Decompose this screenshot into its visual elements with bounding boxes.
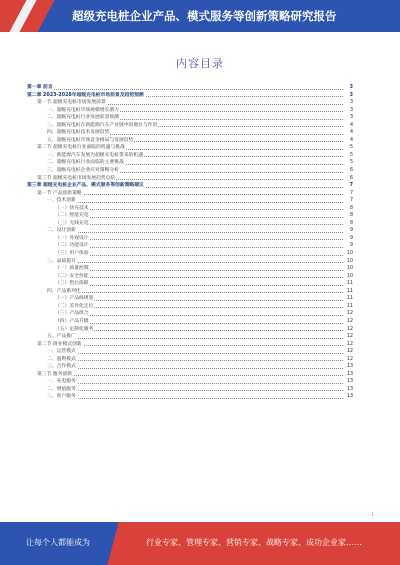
toc-entry-row[interactable] — [27, 341, 353, 349]
toc-entry-title: 二、增值服务 — [47, 386, 76, 392]
toc-entry-row[interactable] — [27, 393, 353, 401]
toc-entry-page: 13 — [346, 364, 353, 370]
toc-entry-row[interactable] — [27, 197, 353, 205]
toc-entry-page: 12 — [346, 349, 353, 355]
toc-entry-page: 7 — [349, 190, 353, 196]
toc-entry-row[interactable] — [27, 137, 353, 145]
toc-dot-leader — [47, 398, 343, 399]
toc-entry-page: 3 — [349, 107, 353, 113]
toc-entry-page: 4 — [349, 122, 353, 128]
toc-entry-row[interactable] — [27, 227, 353, 235]
toc-entry-page: 5 — [349, 145, 353, 151]
toc-entry-page: 5 — [349, 160, 353, 166]
toc-entry-title: （二）差异化定位 — [55, 303, 94, 309]
toc-entry-page: 13 — [346, 371, 353, 377]
toc-entry-row[interactable] — [27, 159, 353, 167]
toc-entry-row[interactable] — [27, 107, 353, 115]
toc-dot-leader — [47, 232, 343, 233]
toc-entry-row[interactable] — [27, 318, 353, 326]
footer-slogan-right: 行业专家、管理专家、营销专家、战略专家、成功企业家…… — [146, 538, 362, 547]
toc-entry-page: 12 — [346, 318, 353, 324]
toc-entry-page: 11 — [346, 288, 353, 294]
toc-entry-page: 10 — [346, 266, 353, 272]
toc-dot-leader — [47, 353, 343, 354]
toc-dot-leader — [55, 239, 343, 240]
footer-banner — [0, 522, 400, 565]
toc-entry-row[interactable] — [27, 175, 353, 183]
toc-entry-row[interactable] — [27, 114, 353, 122]
toc-entry-page: 8 — [349, 205, 353, 211]
toc-entry-row[interactable] — [27, 378, 353, 386]
toc-entry-title: （五）定制化服务 — [55, 326, 94, 332]
toc-dot-leader — [55, 247, 343, 248]
toc-entry-page: 7 — [349, 198, 353, 204]
toc-dot-leader — [55, 270, 343, 271]
toc-entry-row[interactable] — [27, 152, 353, 160]
toc-entry-title: 四、产品系列化 — [47, 288, 81, 294]
toc-entry-page: 5 — [349, 152, 353, 158]
toc-dot-leader — [55, 285, 343, 286]
toc-dot-leader — [47, 292, 343, 293]
toc-dot-leader — [47, 202, 343, 203]
toc-entry-row[interactable] — [27, 205, 353, 213]
toc-dot-leader — [47, 390, 343, 391]
toc-entry-page: 13 — [346, 394, 353, 400]
toc-dot-leader — [55, 323, 343, 324]
toc-entry-page: 3 — [349, 115, 353, 121]
toc-entry-row[interactable] — [27, 129, 353, 137]
toc-entry-title: （三）产品组合 — [55, 311, 89, 317]
toc-entry-row[interactable] — [27, 303, 353, 311]
toc-entry-title: 一、超级充电桩市场规模增长潜力 — [47, 107, 119, 113]
toc-dot-leader — [55, 307, 343, 308]
toc-entry-title: （三）无线充电 — [55, 220, 89, 226]
toc-entry-page: 4 — [349, 137, 353, 143]
toc-entry-title: 五、超级充电桩市场竞争格局与发展趋势 — [47, 137, 134, 143]
toc-entry-title: 四、超级充电桩技术发展趋势 — [47, 130, 110, 136]
toc-entry-title: （二）智能充电 — [55, 213, 89, 219]
toc-chapter-row[interactable] — [27, 84, 353, 92]
toc-entry-page: 10 — [346, 251, 353, 257]
toc-entry-title: 第二节 超级充电桩行业面临的机遇与挑战 — [37, 145, 125, 151]
toc-entry-page: 11 — [346, 296, 353, 302]
toc-chapter-row[interactable] — [27, 182, 353, 190]
toc-entry-page: 3 — [349, 92, 353, 98]
toc-entry-title: 一、技术创新 — [47, 198, 76, 204]
toc-entry-title: 第二节 商业模式创新 — [37, 341, 82, 347]
toc-dot-leader — [55, 330, 343, 331]
toc-entry-row[interactable] — [27, 310, 353, 318]
toc-entry-row[interactable] — [27, 144, 353, 152]
toc-dot-leader — [55, 209, 343, 210]
page-number: 1 — [371, 512, 374, 517]
toc-entry-row[interactable] — [27, 333, 353, 341]
toc-entry-title: 三、超级充电桩企业应对策略分析 — [47, 168, 119, 174]
toc-dot-leader — [55, 255, 343, 256]
toc-entry-page: 11 — [346, 281, 353, 287]
toc-entry-title: 五、产品推广 — [47, 334, 76, 340]
toc-dot-leader — [37, 375, 343, 376]
toc-entry-page: 11 — [346, 303, 353, 309]
header-banner — [0, 0, 400, 32]
toc-entry-title: （一）产品线规划 — [55, 296, 94, 302]
toc-entry-page: 4 — [349, 130, 353, 136]
toc-entry-page: 3 — [349, 85, 353, 90]
table-of-contents — [27, 84, 353, 401]
toc-entry-page: 8 — [349, 220, 353, 226]
toc-dot-leader — [55, 217, 343, 218]
toc-entry-title: 一、运营模式 — [47, 349, 76, 355]
toc-entry-row[interactable] — [27, 288, 353, 296]
toc-entry-page: 9 — [349, 235, 353, 241]
toc-dot-leader — [47, 360, 343, 361]
toc-entry-row[interactable] — [27, 326, 353, 334]
toc-entry-title: 三、客户服务 — [47, 394, 76, 400]
toc-entry-title: 二、超级充电桩行业面临的主要挑战 — [47, 160, 124, 166]
toc-entry-page: 3 — [349, 100, 353, 106]
toc-entry-page: 6 — [349, 175, 353, 181]
toc-entry-row[interactable] — [27, 235, 353, 243]
toc-entry-title: 二、设计创新 — [47, 228, 76, 234]
toc-entry-row[interactable] — [27, 122, 353, 130]
toc-entry-page: 12 — [346, 356, 353, 362]
toc-heading: 内容目录 — [176, 57, 224, 70]
toc-entry-row[interactable] — [27, 348, 353, 356]
toc-entry-title: （四）产品升级 — [55, 318, 89, 324]
toc-dot-leader — [27, 89, 343, 90]
toc-dot-leader — [37, 345, 343, 346]
toc-entry-row[interactable] — [27, 371, 353, 379]
toc-entry-title: 二、盈利模式 — [47, 356, 76, 362]
toc-entry-title: （三）售后保障 — [55, 281, 89, 287]
toc-entry-title: （一）外观设计 — [55, 235, 89, 241]
toc-entry-row[interactable] — [27, 273, 353, 281]
toc-entry-page: 12 — [346, 311, 353, 317]
toc-entry-row[interactable] — [27, 386, 353, 394]
toc-dot-leader — [47, 262, 343, 263]
footer-slogan-left: 让每个人都能成为 — [26, 538, 90, 547]
toc-entry-page: 13 — [346, 379, 353, 385]
toc-entry-title: （三）用户体验 — [55, 251, 89, 257]
toc-entry-row[interactable] — [27, 242, 353, 250]
toc-entry-page: 12 — [346, 326, 353, 332]
toc-entry-title: 第三节 超级充电桩市场发展趋势总结 — [37, 175, 116, 181]
toc-dot-leader — [55, 224, 343, 225]
toc-entry-page: 10 — [346, 258, 353, 264]
toc-entry-title: 第二章 2023-2028年超级充电桩市场前景及趋势预测 — [27, 92, 144, 98]
toc-entry-page: 8 — [349, 213, 353, 219]
toc-entry-title: （二）安全性能 — [55, 273, 89, 279]
toc-dot-leader — [47, 368, 343, 369]
toc-entry-row[interactable] — [27, 265, 353, 273]
toc-dot-leader — [55, 315, 343, 316]
toc-entry-title: 第一节 产品创新策略 — [37, 190, 82, 196]
toc-dot-leader — [47, 338, 343, 339]
toc-entry-page: 9 — [349, 243, 353, 249]
toc-dot-leader — [47, 383, 343, 384]
toc-entry-title: 一、充电服务 — [47, 379, 76, 385]
toc-entry-title: （二）功能设计 — [55, 243, 89, 249]
toc-entry-page: 13 — [346, 386, 353, 392]
toc-entry-row[interactable] — [27, 280, 353, 288]
toc-chapter-row[interactable] — [27, 92, 353, 100]
toc-entry-row[interactable] — [27, 295, 353, 303]
toc-entry-title: 第一章 前言 — [27, 85, 53, 90]
toc-entry-page: 6 — [349, 168, 353, 174]
report-title: 超级充电桩企业产品、模式服务等创新策略研究报告 — [72, 9, 337, 23]
toc-entry-title: （一）快充技术 — [55, 205, 89, 211]
toc-entry-title: 第三章 超级充电桩企业产品、模式服务等创新策略建议 — [27, 183, 144, 189]
toc-entry-title: 二、超级充电桩行业发展前景预测 — [47, 115, 119, 121]
toc-entry-title: 第三节 服务创新 — [37, 371, 73, 377]
toc-entry-title: （一）质量控制 — [55, 266, 89, 272]
toc-entry-title: 三、品质提升 — [47, 258, 76, 264]
toc-entry-row[interactable] — [27, 258, 353, 266]
toc-entry-page: 10 — [346, 273, 353, 279]
toc-entry-title: 三、合作模式 — [47, 364, 76, 370]
toc-entry-row[interactable] — [27, 99, 353, 107]
toc-dot-leader — [37, 194, 343, 195]
toc-entry-row[interactable] — [27, 190, 353, 198]
toc-dot-leader — [55, 277, 343, 278]
toc-entry-row[interactable] — [27, 250, 353, 258]
toc-entry-title: 一、新能源汽车发展为超级充电桩带来的机遇 — [47, 152, 143, 158]
toc-entry-title: 第一节 超级充电桩市场发展前景 — [37, 100, 106, 106]
toc-entry-page: 12 — [346, 341, 353, 347]
toc-entry-row[interactable] — [27, 212, 353, 220]
toc-entry-title: 三、超级充电桩在新能源汽车产业链中的地位与作用 — [47, 122, 158, 128]
toc-entry-row[interactable] — [27, 167, 353, 175]
toc-entry-row[interactable] — [27, 363, 353, 371]
toc-entry-page: 12 — [346, 334, 353, 340]
toc-entry-page: 9 — [349, 228, 353, 234]
toc-entry-row[interactable] — [27, 220, 353, 228]
toc-entry-page: 7 — [349, 183, 353, 189]
toc-dot-leader — [55, 300, 343, 301]
toc-entry-row[interactable] — [27, 356, 353, 364]
